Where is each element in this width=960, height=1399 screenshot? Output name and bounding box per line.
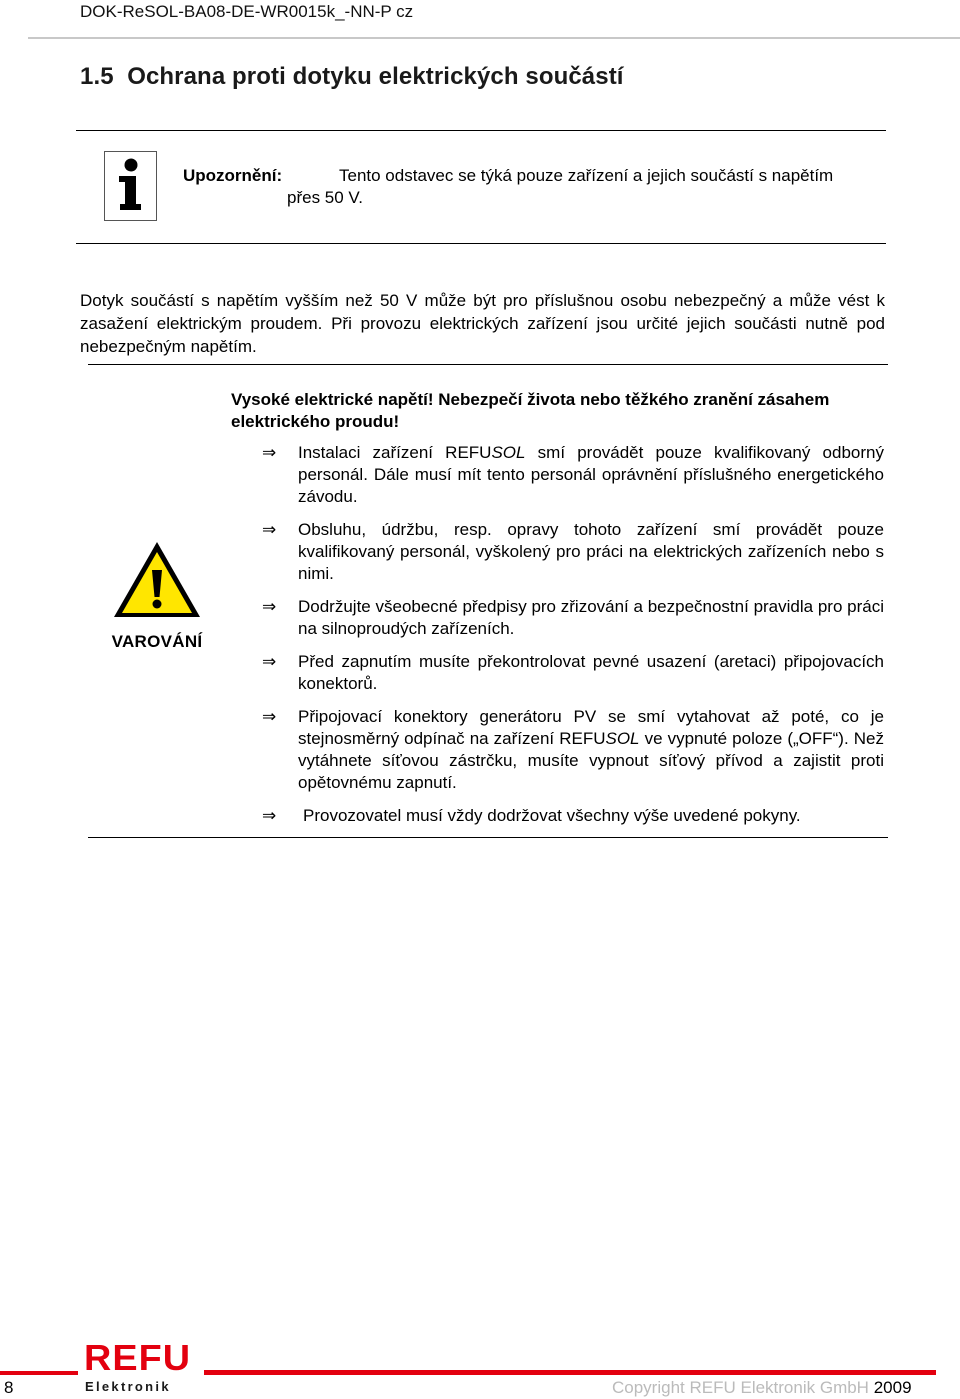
arrow-right-icon: ⇒: [262, 520, 277, 539]
info-icon: [104, 151, 157, 221]
copyright: Copyright REFU Elektronik GmbH 2009: [612, 1378, 912, 1397]
divider: [88, 837, 888, 838]
warning-label: VAROVÁNÍ: [111, 632, 203, 651]
list-item: ⇒ Obsluhu, údržbu, resp. opravy tohoto zařízení smí provádět pouze kvalifikovaný personál, vyškolený pro práci na elektrických zařízeních nebo s nimi.: [262, 520, 884, 583]
divider: [76, 243, 886, 244]
note-text-continued: přes 50 V.: [287, 188, 363, 207]
divider: [76, 130, 886, 131]
warning-instructions-list: [262, 442, 884, 838]
document-id: DOK-ReSOL-BA08-DE-WR0015k_-NN-P cz: [80, 2, 414, 21]
arrow-right-icon: ⇒: [262, 597, 277, 616]
footer-bar: [204, 1370, 936, 1375]
list-item: ⇒ Před zapnutím musíte překontrolovat pevné usazení (aretaci) připojovacích konektorů.: [262, 652, 884, 693]
arrow-right-icon: ⇒: [262, 652, 277, 671]
arrow-right-icon: ⇒: [262, 806, 277, 825]
arrow-right-icon: ⇒: [262, 443, 277, 462]
header-rule: [28, 37, 960, 39]
list-item: ⇒ Připojovací konektory generátoru PV se smí vytahovat až poté, co je stejnosměrný odpínač na zařízení REFUSOL ve vypnuté poloze („OFF“). Než vytáhnete síťovou zástrčku, musíte vypnout síťový přívod a zajistit proti opětovnému zapnutí.: [262, 707, 884, 792]
note-label: Upozornění:: [183, 166, 283, 185]
arrow-right-icon: ⇒: [262, 707, 277, 726]
intro-paragraph: Dotyk součástí s napětím vyšším než 50 V může být pro příslušnou osobu nebezpečný a může vést k zasažení elektrickým proudem. Při provozu elektrických zařízení jsou určité jejich součásti nutně pod nebezpečným napětím.: [80, 291, 885, 356]
section-title: 1.5 Ochrana proti dotyku elektrických součástí: [80, 63, 624, 90]
divider: [88, 364, 888, 365]
logo-subtitle: Elektronik: [85, 1379, 171, 1394]
page-number: 8: [4, 1378, 14, 1397]
note-text: Tento odstavec se týká pouze zařízení a jejich součástí s napětím: [339, 166, 834, 185]
warning-triangle-icon: [111, 540, 203, 620]
refu-logo: [84, 1337, 192, 1398]
footer-bar: [0, 1371, 78, 1375]
warning-heading: Vysoké elektrické napětí! Nebezpečí života nebo těžkého zranění zásahem elektrického proudu!: [231, 390, 830, 431]
list-item: ⇒ Dodržujte všeobecné předpisy pro zřizování a bezpečnostní pravidla pro práci na silnoproudých zařízeních.: [262, 597, 884, 638]
logo-wordmark: REFU: [84, 1337, 192, 1378]
list-item: ⇒ Instalaci zařízení REFUSOL smí provádět pouze kvalifikovaný odborný personál. Dále musí mít tento personál oprávnění příslušného energetického závodu.: [262, 443, 884, 506]
list-item: ⇒ Provozovatel musí vždy dodržovat všechny výše uvedené pokyny.: [262, 806, 801, 825]
